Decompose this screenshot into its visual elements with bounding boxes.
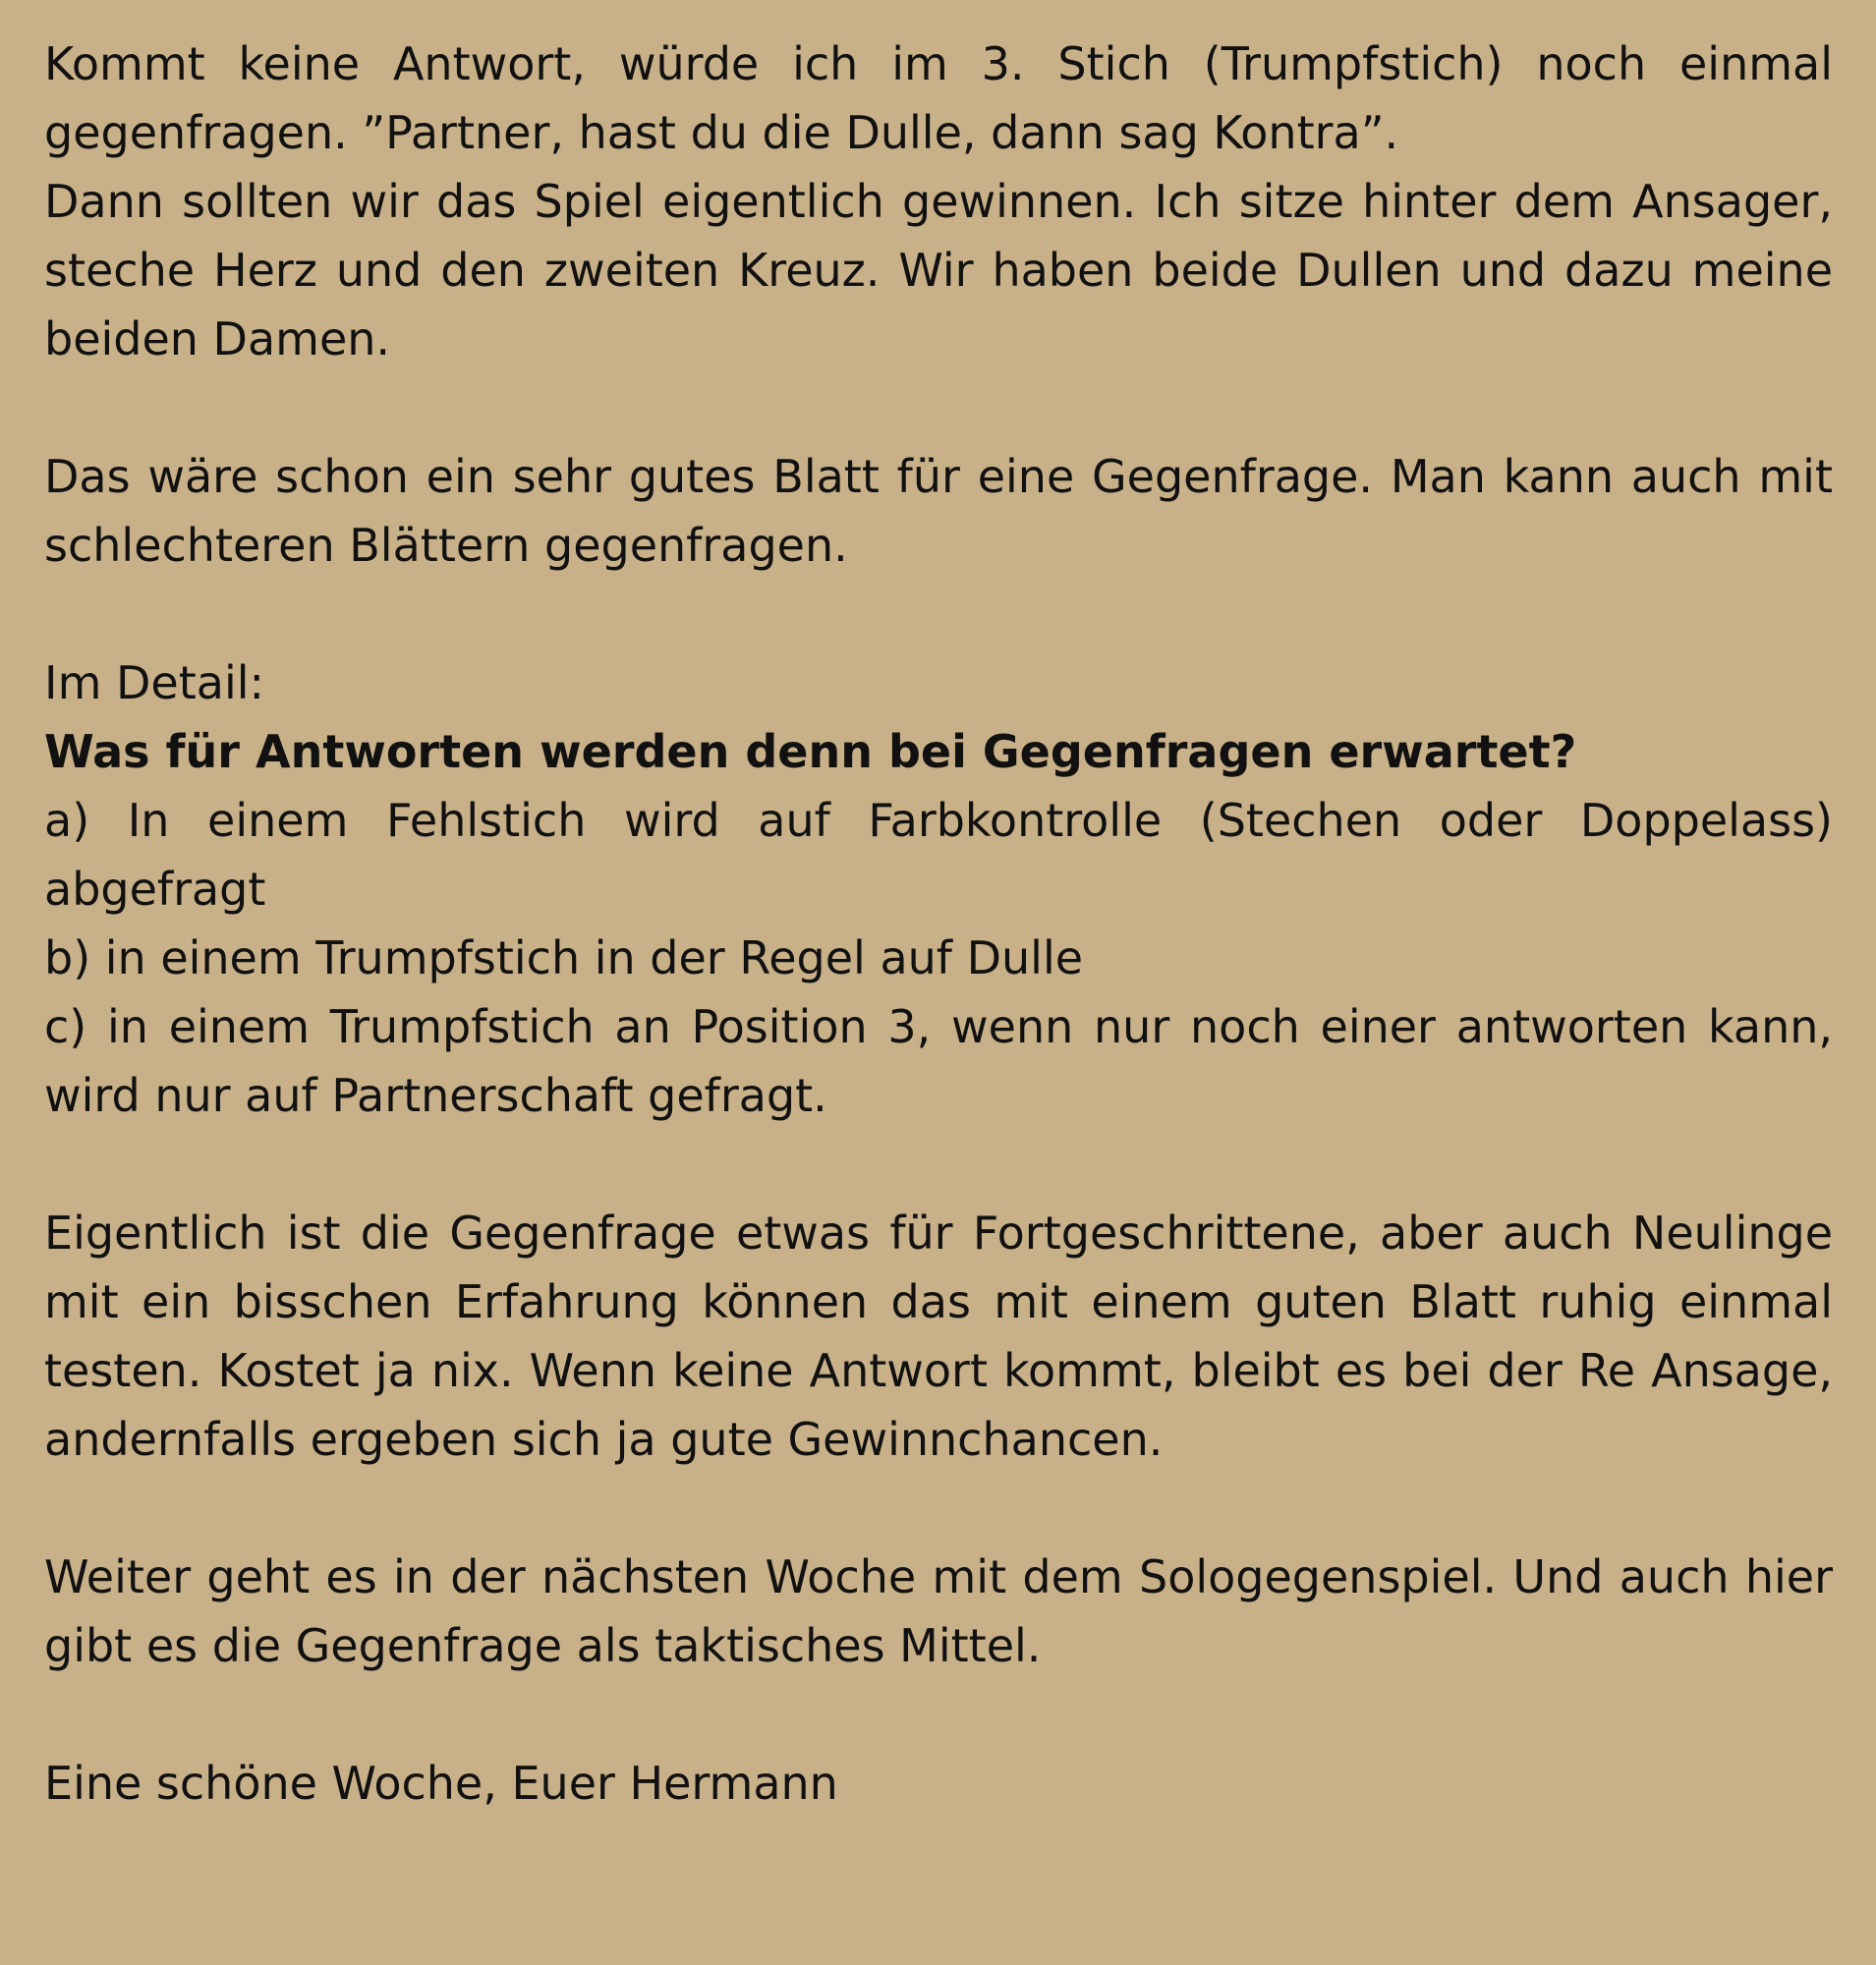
paragraph-gap xyxy=(44,1680,1833,1749)
detail-label: Im Detail: xyxy=(44,656,265,709)
signoff: Eine schöne Woche, Euer Hermann xyxy=(44,1757,838,1810)
paragraph-next-week: Weiter geht es in der nächsten Woche mit dem Sologegenspiel. Und auch hier gibt es die Gegenfrage als taktisches Mittel. xyxy=(44,1550,1833,1672)
paragraph-gap xyxy=(44,1130,1833,1199)
list-item-c: c) in einem Trumpfstich an Position 3, wenn nur noch einer antworten kann, wird nur auf Partnerschaft gefragt. xyxy=(44,1000,1833,1122)
paragraph-winning-chances: Dann sollten wir das Spiel eigentlich gewinnen. Ich sitze hinter dem Ansager, steche Herz und den zweiten Kreuz. Wir haben beide Dullen und dazu meine beiden Damen. xyxy=(44,175,1833,365)
paragraph-counter-question: Kommt keine Antwort, würde ich im 3. Stich (Trumpfstich) noch einmal gegenfragen. ”Partner, hast du die Dulle, dann sag Kontra”. xyxy=(44,37,1833,159)
list-item-a: a) In einem Fehlstich wird auf Farbkontrolle (Stechen oder Doppelass) abgefragt xyxy=(44,794,1833,916)
paragraph-gap xyxy=(44,373,1833,442)
paragraph-gap xyxy=(44,580,1833,648)
list-item-b: b) in einem Trumpfstich in der Regel auf Dulle xyxy=(44,931,1084,984)
paragraph-advanced-players: Eigentlich ist die Gegenfrage etwas für Fortgeschrittene, aber auch Neulinge mit ein bisschen Erfahrung können das mit einem guten Blatt ruhig einmal testen. Kostet ja nix. Wenn keine Antwort kommt, bleibt es bei der Re Ansage, andernfalls ergeben sich ja gute Gewinnchancen. xyxy=(44,1207,1833,1466)
paragraph-good-hand: Das wäre schon ein sehr gutes Blatt für eine Gegenfrage. Man kann auch mit schlechteren Blättern gegenfragen. xyxy=(44,450,1833,572)
paragraph-gap xyxy=(44,1474,1833,1543)
question-heading: Was für Antworten werden denn bei Gegenfragen erwartet? xyxy=(44,725,1577,778)
